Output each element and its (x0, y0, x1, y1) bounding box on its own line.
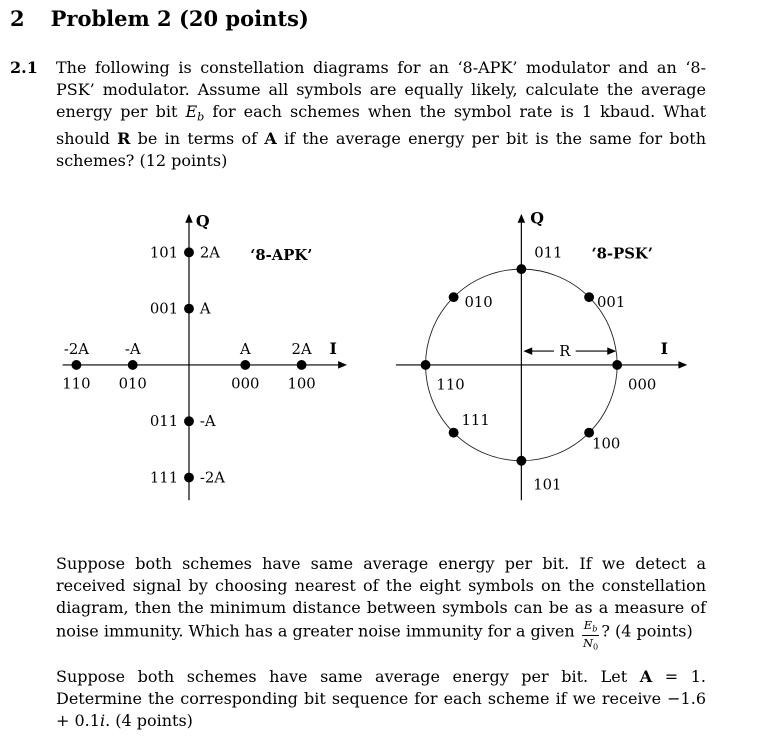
apk-constellation-diagram (28, 207, 354, 512)
psk-bits-label: 101 (533, 476, 562, 494)
psk-bits-label: 011 (534, 244, 563, 262)
psk-point-111 (449, 428, 459, 438)
text-run: be in terms of (130, 129, 265, 149)
psk-i-axis-label: I (660, 339, 668, 359)
bit-sequence-question (56, 666, 706, 732)
psk-bits-label: 100 (592, 435, 621, 453)
text-run: A (264, 129, 277, 149)
radius-arrow-left-icon (523, 348, 532, 356)
text-run: if the average energy per bit is the same for both schemes? (12 points) (56, 129, 707, 171)
problem-statement (56, 57, 706, 172)
apk-bits-label: 111 (149, 469, 179, 487)
apk-point-000 (240, 360, 250, 370)
text-run: E (583, 618, 593, 633)
apk-bits-label: 000 (231, 375, 260, 393)
problem-section (10, 57, 760, 732)
apk-amplitude-label: A (239, 341, 251, 359)
text-run: E (185, 102, 198, 121)
apk-i-axis-arrow-icon (338, 362, 347, 370)
text-run: 0 (593, 642, 599, 652)
apk-point-001 (184, 304, 194, 314)
text-run: ? (4 points) (601, 621, 693, 641)
radius-arrow-right-icon (607, 348, 616, 356)
apk-amplitude-label: 2A (199, 244, 220, 262)
apk-point-101 (184, 248, 194, 258)
text-run: A (639, 667, 653, 687)
heading-title: Problem 2 (20 points) (50, 6, 309, 31)
psk-point-000 (612, 360, 622, 370)
heading-number: 2 (10, 6, 25, 31)
apk-point-011 (184, 417, 194, 427)
text-run: b (592, 624, 598, 634)
psk-constellation-diagram (390, 207, 706, 512)
text-run: b (197, 110, 205, 124)
psk-bits-label: 110 (436, 376, 465, 394)
apk-amplitude-label: -2A (199, 469, 225, 487)
psk-radius-label: R (559, 343, 571, 361)
psk-bits-label: 001 (596, 294, 626, 312)
text-run: R (117, 129, 131, 149)
inline-fraction (582, 619, 600, 652)
text-run: . (4 points) (105, 711, 193, 731)
subsection-body (56, 57, 706, 732)
psk-point-101 (516, 456, 526, 466)
psk-point-001 (584, 293, 594, 303)
apk-point-111 (184, 473, 194, 483)
text-run: for each schemes when the symbol rate is 1 kbaud. What should (56, 102, 707, 149)
psk-q-axis-label: Q (530, 209, 544, 229)
text-run: Suppose both schemes have same average energy per bit. If we detect a received signal by choosing nearest of the eight symbols on the constellation diagram, then the minimum distance between symbols can be as a measure of noise immunity. Which has a greater noise immunity for a given (56, 554, 706, 641)
text-run: i (99, 711, 106, 731)
apk-point-110 (71, 360, 81, 370)
apk-bits-label: 100 (287, 375, 316, 393)
apk-point-010 (128, 360, 138, 370)
apk-bits-label: 110 (62, 375, 91, 393)
psk-title: ‘8-PSK’ (591, 245, 653, 263)
apk-title: ‘8-APK’ (250, 247, 313, 265)
apk-bits-label: 101 (149, 244, 179, 262)
subsection-number: 2.1 (10, 58, 38, 77)
apk-amplitude-label: 2A (291, 341, 312, 359)
apk-point-100 (297, 360, 307, 370)
psk-bits-label: 000 (627, 376, 657, 394)
psk-point-110 (421, 360, 431, 370)
noise-immunity-question (56, 553, 706, 652)
psk-i-axis-arrow-icon (678, 362, 687, 370)
psk-point-011 (516, 265, 526, 275)
psk-q-axis-arrow-icon (518, 214, 526, 223)
text-run: The following is constellation diagrams for an ‘8-APK’ modulator and an ‘8-PSK’ modulator. Assume all symbols are equally likely, calculate the average energy per bit (56, 58, 706, 121)
text-run: −1.6 + 0.1 (56, 689, 706, 731)
apk-amplitude-label: -A (199, 413, 216, 431)
psk-bits-label: 010 (464, 294, 493, 312)
apk-bits-label: 010 (118, 375, 147, 393)
text-run: = 1. Determine the corresponding bit sequence for each scheme if we receive (56, 667, 706, 709)
apk-bits-label: 001 (149, 300, 179, 318)
problem-heading (10, 6, 760, 31)
apk-i-axis-label: I (329, 339, 337, 359)
text-run: N (582, 636, 594, 651)
apk-amplitude-label: -A (124, 341, 141, 359)
psk-bits-label: 111 (461, 412, 490, 430)
apk-q-axis-arrow-icon (185, 214, 193, 223)
apk-q-axis-label: Q (195, 212, 210, 232)
apk-amplitude-label: -2A (63, 341, 89, 359)
psk-point-010 (449, 293, 459, 303)
apk-bits-label: 011 (149, 413, 179, 431)
apk-amplitude-label: A (199, 300, 211, 318)
constellation-diagrams (28, 207, 706, 512)
text-run: Suppose both schemes have same average energy per bit. Let (56, 667, 640, 687)
